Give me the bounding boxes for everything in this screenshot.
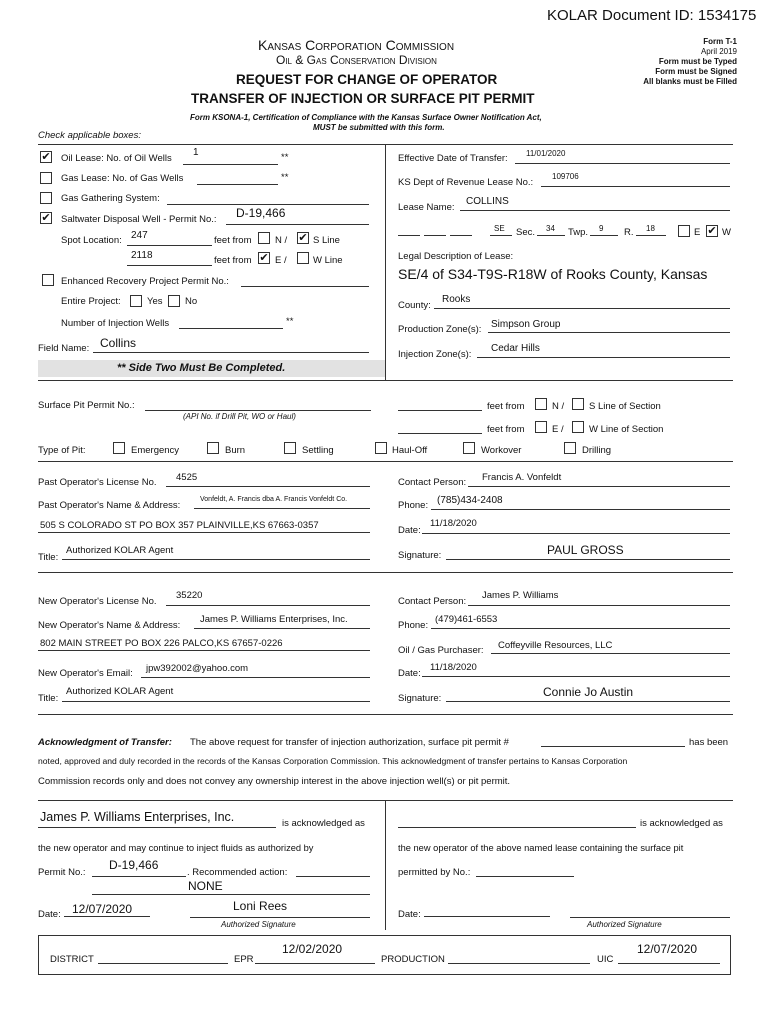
form-note-signed: Form must be Signed — [655, 67, 737, 76]
spot-n-label: N / — [275, 235, 288, 246]
pit-ew-feet-from: feet from — [487, 424, 525, 435]
past-phone-label: Phone: — [398, 500, 429, 511]
ack-lead: Acknowledgment of Transfer: — [38, 737, 172, 748]
ksona-note-2: MUST be submitted with this form. — [313, 123, 445, 132]
new-license-label: New Operator's License No. — [38, 596, 157, 607]
divider — [38, 572, 733, 573]
new-signature-label: Signature: — [398, 693, 442, 704]
range-w-label: W — [722, 227, 731, 238]
pit-e-label: E / — [552, 424, 564, 435]
ack-auth-sig-label-right: Authorized Signature — [587, 920, 662, 929]
pit-drilling-checkbox[interactable] — [564, 442, 576, 454]
spot-location-label: Spot Location: — [61, 235, 122, 246]
routing-district-line — [98, 963, 228, 964]
effective-date-label: Effective Date of Transfer: — [398, 153, 508, 164]
new-email-value[interactable]: jpw392002@yahoo.com — [146, 663, 249, 674]
form-note-filled: All blanks must be Filled — [643, 77, 737, 86]
routing-uic-line — [618, 963, 720, 964]
spot-ew-value[interactable]: 2118 — [131, 250, 153, 261]
pit-ns-feet-from: feet from — [487, 401, 525, 412]
document-id: KOLAR Document ID: 1534175 — [547, 7, 757, 24]
gas-wells-line — [197, 184, 278, 185]
swd-permit-line — [226, 224, 369, 225]
pit-s-checkbox[interactable] — [572, 398, 584, 410]
ack-permit-value[interactable]: D-19,466 — [109, 858, 159, 872]
injection-wells-note: ** — [286, 316, 294, 327]
pit-s-label: S Line of Section — [589, 401, 661, 412]
pit-emergency-checkbox[interactable] — [113, 442, 125, 454]
field-name-value[interactable]: Collins — [100, 336, 137, 350]
ack-is-acknowledged-right: is acknowledged as — [640, 818, 723, 829]
pit-w-checkbox[interactable] — [572, 421, 584, 433]
pit-ew-line — [398, 433, 482, 434]
ack-right-line — [398, 827, 636, 828]
ack-auth-sig-label-left: Authorized Signature — [221, 920, 296, 929]
ack-permit-no-line — [92, 876, 186, 877]
injection-wells-label: Number of Injection Wells — [61, 318, 170, 329]
past-phone-value[interactable]: (785)434-2408 — [437, 495, 503, 506]
new-title-line — [62, 701, 370, 702]
divider — [38, 461, 733, 462]
lease-name-line — [460, 210, 730, 211]
routing-district-label: DISTRICT — [50, 954, 94, 965]
ack-is-acknowledged-left: is acknowledged as — [282, 818, 365, 829]
pit-hauloff-label: Haul-Off — [392, 445, 428, 456]
divider — [38, 714, 733, 715]
range-line — [636, 235, 666, 236]
pit-w-label: W Line of Section — [589, 424, 664, 435]
routing-uic-label: UIC — [597, 954, 614, 965]
oil-lease-checkbox[interactable]: ✔ — [41, 151, 51, 163]
spot-n-checkbox[interactable] — [258, 232, 270, 244]
entire-yes-checkbox[interactable] — [130, 295, 142, 307]
agency-name: Kansas Corporation Commission — [258, 37, 455, 53]
oil-lease-label: Oil Lease: No. of Oil Wells — [61, 153, 172, 164]
new-email-line — [141, 677, 370, 678]
check-boxes-label: Check applicable boxes: — [38, 130, 141, 141]
gas-lease-checkbox[interactable] — [40, 172, 52, 184]
quarter-line-4 — [490, 235, 512, 236]
pit-type-label: Type of Pit: — [38, 445, 86, 456]
township-line — [590, 235, 618, 236]
gas-wells-note: ** — [281, 172, 289, 183]
oil-wells-note: ** — [281, 152, 289, 163]
new-date-line — [422, 676, 730, 677]
ack-date-left-value[interactable]: 12/07/2020 — [72, 902, 133, 916]
erp-checkbox[interactable] — [42, 274, 54, 286]
spot-ns-feet-from: feet from — [214, 235, 252, 246]
past-title-line — [62, 559, 370, 560]
form-number: Form T-1 — [703, 37, 737, 46]
field-name-label: Field Name: — [38, 343, 90, 354]
ack-permitted-label: permitted by No.: — [398, 867, 471, 878]
gas-lease-label: Gas Lease: No. of Gas Wells — [61, 173, 184, 184]
quarter-line-1 — [398, 235, 420, 236]
past-date-line — [422, 533, 730, 534]
oil-wells-line — [183, 164, 278, 165]
injection-zone-line — [477, 357, 730, 358]
range-e-label: E — [694, 227, 701, 238]
past-address-line — [38, 532, 370, 533]
pit-api-note: (API No. if Drill Pit, WO or Haul) — [183, 412, 296, 421]
ack-rec-value[interactable]: NONE — [188, 879, 223, 893]
past-contact-label: Contact Person: — [398, 477, 467, 488]
past-title-label: Title: — [38, 552, 59, 563]
swd-label: Saltwater Disposal Well - Permit No.: — [61, 214, 217, 225]
ack-text-2: noted, approved and duly recorded in the records of the Kansas Corporation Commission. This acknowledgment of transfer pertains to Kansas Corporation — [38, 756, 628, 766]
spot-e-label: E / — [275, 255, 287, 266]
form-note-typed: Form must be Typed — [658, 57, 737, 66]
new-contact-line — [468, 605, 730, 606]
past-name-value[interactable]: Vonfeldt, A. Francis dba A. Francis Vonfeldt Co. — [200, 496, 348, 503]
past-contact-value[interactable]: Francis A. Vonfeldt — [482, 472, 562, 483]
ack-text-3: Commission records only and does not convey any ownership interest in the above injection well(s) or pit permit. — [38, 776, 511, 787]
new-signature-line — [446, 701, 730, 702]
new-title-value[interactable]: Authorized KOLAR Agent — [66, 686, 174, 697]
revenue-lease-value[interactable]: 109706 — [552, 172, 579, 181]
divider — [38, 380, 733, 381]
divider — [385, 144, 386, 380]
ack-rec-line-2 — [92, 894, 370, 895]
pit-workover-checkbox[interactable] — [463, 442, 475, 454]
section-line — [537, 235, 565, 236]
past-phone-line — [431, 509, 730, 510]
pit-drilling-label: Drilling — [582, 445, 612, 456]
ack-text-1: The above request for transfer of injection authorization, surface pit permit # — [190, 737, 509, 748]
effective-date-value[interactable]: 11/01/2020 — [526, 149, 566, 158]
ack-left-text: the new operator and may continue to inject fluids as authorized by — [38, 843, 314, 853]
production-zone-label: Production Zone(s): — [398, 324, 482, 335]
township-value[interactable]: 9 — [599, 224, 604, 233]
routing-production-label: PRODUCTION — [381, 954, 445, 965]
past-date-label: Date: — [398, 525, 421, 536]
pit-ns-line — [398, 410, 482, 411]
entire-yes-label: Yes — [147, 296, 163, 307]
pit-permit-label: Surface Pit Permit No.: — [38, 400, 135, 411]
erp-line — [241, 286, 369, 287]
county-line — [434, 308, 730, 309]
spot-ew-feet-from: feet from — [214, 255, 252, 266]
routing-epr-date[interactable]: 12/02/2020 — [282, 942, 343, 956]
pit-burn-label: Burn — [225, 445, 246, 456]
range-e-checkbox[interactable] — [678, 225, 690, 237]
ack-has-been: has been — [689, 737, 729, 748]
routing-uic-date[interactable]: 12/07/2020 — [637, 942, 698, 956]
erp-label: Enhanced Recovery Project Permit No.: — [61, 276, 229, 287]
range-label: R. — [624, 227, 634, 238]
new-license-line — [166, 605, 370, 606]
pit-emergency-label: Emergency — [131, 445, 180, 456]
spot-ew-line — [127, 265, 212, 266]
ack-auth-sig-line-right — [570, 917, 730, 918]
county-label: County: — [398, 300, 431, 311]
purchaser-label: Oil / Gas Purchaser: — [398, 645, 484, 656]
spot-ns-value[interactable]: 247 — [131, 230, 148, 241]
production-zone-value[interactable]: Simpson Group — [491, 319, 561, 330]
entire-project-label: Entire Project: — [61, 296, 121, 307]
pit-n-checkbox[interactable] — [535, 398, 547, 410]
past-signature-line — [446, 559, 730, 560]
new-phone-line — [431, 628, 730, 629]
ksona-note-1: Form KSONA-1, Certification of Compliance with the Kansas Surface Owner Notification Act, — [190, 113, 542, 122]
new-phone-label: Phone: — [398, 620, 429, 631]
spot-w-label: W Line — [313, 255, 343, 266]
new-address-line — [38, 650, 370, 651]
new-title-label: Title: — [38, 693, 59, 704]
pit-hauloff-checkbox[interactable] — [375, 442, 387, 454]
past-signature-value[interactable]: PAUL GROSS — [547, 543, 624, 557]
new-date-value[interactable]: 11/18/2020 — [430, 662, 477, 673]
side-two-notice: ** Side Two Must Be Completed. — [117, 362, 286, 374]
divider — [385, 800, 386, 930]
spot-s-label: S Line — [313, 235, 340, 246]
new-date-label: Date: — [398, 668, 421, 679]
pit-settling-checkbox[interactable] — [284, 442, 296, 454]
ack-right-text: the new operator of the above named lease containing the surface pit — [398, 843, 684, 853]
lease-name-label: Lease Name: — [398, 202, 455, 213]
range-value[interactable]: 18 — [646, 224, 655, 233]
ack-rec-label: . Recommended action: — [187, 867, 288, 878]
spot-s-checkbox[interactable]: ✔ — [298, 232, 308, 244]
oil-wells-value[interactable]: 1 — [193, 147, 199, 158]
county-value[interactable]: Rooks — [442, 294, 471, 305]
gas-gathering-label: Gas Gathering System: — [61, 193, 160, 204]
section-value[interactable]: 34 — [546, 224, 555, 233]
injection-wells-line — [179, 328, 283, 329]
ack-date-right-line — [424, 916, 550, 917]
new-signature-value[interactable]: Connie Jo Austin — [543, 685, 634, 699]
entire-no-label: No — [185, 296, 198, 307]
new-contact-label: Contact Person: — [398, 596, 467, 607]
ack-company-line — [38, 827, 276, 828]
new-email-label: New Operator's Email: — [38, 668, 133, 679]
pit-burn-checkbox[interactable] — [207, 442, 219, 454]
legal-description-value[interactable]: SE/4 of S34-T9S-R18W of Rooks County, Kansas — [398, 266, 708, 282]
revenue-lease-line — [541, 186, 730, 187]
new-name-value[interactable]: James P. Williams Enterprises, Inc. — [200, 614, 348, 625]
spot-e-checkbox[interactable]: ✔ — [259, 252, 269, 264]
ack-auth-sig-line-left — [190, 917, 370, 918]
injection-zone-label: Injection Zone(s): — [398, 349, 472, 360]
routing-epr-line — [255, 963, 375, 964]
gas-gathering-line — [167, 204, 369, 205]
past-signature-label: Signature: — [398, 550, 442, 561]
injection-zone-value[interactable]: Cedar Hills — [491, 343, 540, 354]
field-name-line — [93, 352, 369, 353]
ack-company[interactable]: James P. Williams Enterprises, Inc. — [40, 810, 235, 824]
effective-date-line — [515, 163, 730, 164]
past-license-line — [166, 486, 370, 487]
ack-auth-sig-name[interactable]: Loni Rees — [233, 899, 288, 913]
purchaser-line — [491, 653, 730, 654]
spot-ns-line — [127, 245, 212, 246]
ack-date-right-label: Date: — [398, 909, 421, 920]
new-contact-value[interactable]: James P. Williams — [482, 590, 559, 601]
pit-settling-label: Settling — [302, 445, 334, 456]
past-contact-line — [468, 486, 730, 487]
new-name-label: New Operator's Name & Address: — [38, 620, 181, 631]
quarter-line-3 — [450, 235, 472, 236]
routing-epr-label: EPR — [234, 954, 254, 965]
ack-date-left-label: Date: — [38, 909, 61, 920]
past-title-value[interactable]: Authorized KOLAR Agent — [66, 545, 174, 556]
past-address-value[interactable]: 505 S COLORADO ST PO BOX 357 PLAINVILLE,KS 67663-0357 — [40, 520, 319, 531]
past-name-line — [194, 508, 370, 509]
form-title-2: TRANSFER OF INJECTION OR SURFACE PIT PERMIT — [191, 91, 535, 106]
spot-w-checkbox[interactable] — [297, 252, 309, 264]
new-address-value[interactable]: 802 MAIN STREET PO BOX 226 PALCO,KS 67657-0226 — [40, 638, 283, 649]
past-name-label: Past Operator's Name & Address: — [38, 500, 181, 511]
ack-date-left-line — [64, 916, 150, 917]
division-name: Oil & Gas Conservation Division — [276, 53, 437, 67]
new-phone-value[interactable]: (479)461-6553 — [435, 614, 498, 625]
new-name-line — [194, 628, 370, 629]
township-label: Twp. — [568, 227, 589, 238]
quarter-value[interactable]: SE — [494, 224, 505, 233]
form-date: April 2019 — [700, 47, 737, 56]
quarter-line-2 — [424, 235, 446, 236]
pit-n-label: N / — [552, 401, 565, 412]
revenue-lease-label: KS Dept of Revenue Lease No.: — [398, 177, 534, 188]
past-license-label: Past Operator's License No. — [38, 477, 157, 488]
routing-production-line — [448, 963, 590, 964]
ack-permit-label: Permit No.: — [38, 867, 86, 878]
ack-permitted-line — [476, 876, 574, 877]
pit-e-checkbox[interactable] — [535, 421, 547, 433]
swd-checkbox[interactable]: ✔ — [41, 212, 51, 224]
section-label: Sec. — [516, 227, 536, 238]
pit-workover-label: Workover — [481, 445, 522, 456]
ack-permit-line — [541, 746, 685, 747]
past-license-value[interactable]: 4525 — [176, 472, 198, 483]
pit-permit-line — [145, 410, 371, 411]
past-date-value[interactable]: 11/18/2020 — [430, 518, 477, 529]
purchaser-value[interactable]: Coffeyville Resources, LLC — [498, 640, 613, 651]
lease-name-value[interactable]: COLLINS — [466, 196, 509, 207]
new-license-value[interactable]: 35220 — [176, 590, 203, 601]
range-w-checkbox[interactable]: ✔ — [707, 225, 717, 237]
legal-description-label: Legal Description of Lease: — [398, 251, 514, 262]
gas-gathering-checkbox[interactable] — [40, 192, 52, 204]
swd-permit-value[interactable]: D-19,466 — [236, 206, 286, 220]
entire-no-checkbox[interactable] — [168, 295, 180, 307]
ack-rec-line — [296, 876, 370, 877]
form-title-1: REQUEST FOR CHANGE OF OPERATOR — [236, 72, 498, 87]
production-zone-line — [488, 332, 730, 333]
